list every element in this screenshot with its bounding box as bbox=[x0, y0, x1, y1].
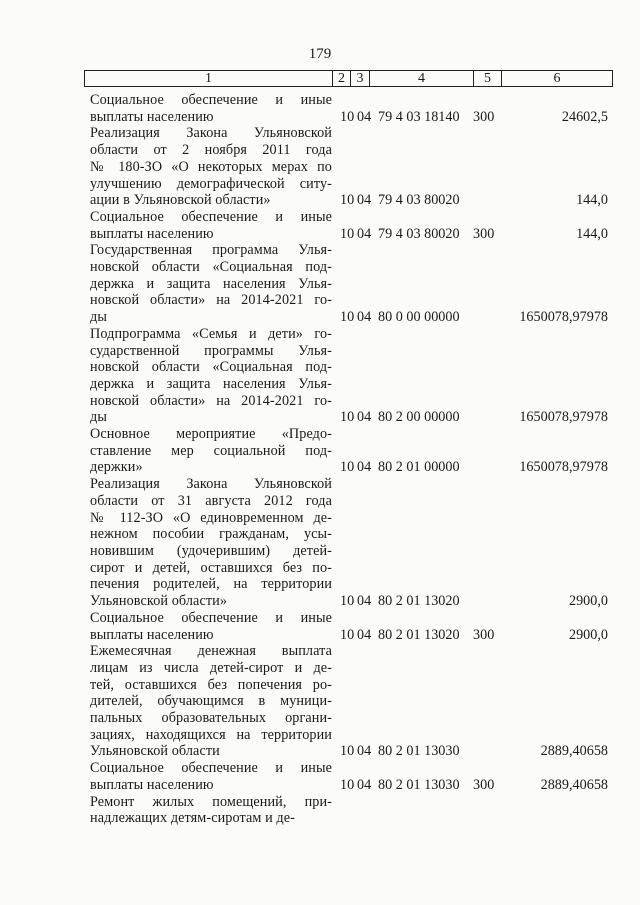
subsection-code: 04 bbox=[357, 776, 372, 793]
target-article-code: 80 2 01 13030 bbox=[378, 776, 460, 793]
subsection-code: 04 bbox=[357, 743, 372, 760]
description-line: выплаты населению bbox=[90, 776, 214, 793]
description-line: Ульяновской области» bbox=[90, 593, 228, 610]
row-codes bbox=[332, 459, 610, 476]
section-code: 10 bbox=[340, 776, 355, 793]
description-line: ставление мер социальной под- bbox=[90, 442, 332, 459]
description-line: № 112-ЗО «О единовременном де- bbox=[90, 509, 332, 526]
description-line: Подпрограмма «Семья и дети» го- bbox=[90, 325, 332, 342]
description-line: печения родителей, на территории bbox=[90, 576, 332, 593]
row-description bbox=[90, 794, 332, 827]
row-description bbox=[90, 326, 332, 426]
subsection-code: 04 bbox=[357, 593, 372, 610]
description-line: ды bbox=[90, 309, 107, 326]
subsection-code: 04 bbox=[357, 192, 372, 209]
table-row bbox=[90, 125, 610, 209]
target-article-code: 79 4 03 80020 bbox=[378, 225, 460, 242]
target-article-code: 80 0 00 00000 bbox=[378, 309, 460, 326]
table-row bbox=[90, 209, 610, 242]
amount: 24602,5 bbox=[561, 108, 608, 125]
description-line: выплаты населению bbox=[90, 626, 214, 643]
description-line: пальных образовательных органи- bbox=[90, 710, 332, 727]
section-code: 10 bbox=[340, 743, 355, 760]
amount: 2889,40658 bbox=[540, 743, 608, 760]
description-line: выплаты населению bbox=[90, 108, 214, 125]
row-description bbox=[90, 426, 332, 476]
row-codes bbox=[332, 743, 610, 760]
description-line: нежном пособии гражданам, усы- bbox=[90, 526, 332, 543]
amount: 2900,0 bbox=[568, 626, 608, 643]
section-code: 10 bbox=[340, 626, 355, 643]
header-col-5: 5 bbox=[474, 71, 502, 86]
amount: 2900,0 bbox=[568, 593, 608, 610]
table-row bbox=[90, 476, 610, 610]
description-line: Реализация Закона Ульяновской bbox=[90, 476, 332, 493]
row-codes bbox=[332, 226, 610, 243]
table-row bbox=[90, 426, 610, 476]
description-line: выплаты населению bbox=[90, 225, 214, 242]
expense-type-code: 300 bbox=[473, 776, 495, 793]
target-article-code: 79 4 03 80020 bbox=[378, 192, 460, 209]
section-code: 10 bbox=[340, 225, 355, 242]
table-row bbox=[90, 794, 610, 827]
target-article-code: 80 2 01 13020 bbox=[378, 626, 460, 643]
table-row bbox=[90, 242, 610, 326]
description-line: области от 2 ноября 2011 года bbox=[90, 142, 332, 159]
amount: 1650078,97978 bbox=[519, 309, 608, 326]
subsection-code: 04 bbox=[357, 309, 372, 326]
header-col-6: 6 bbox=[553, 71, 561, 86]
table-row bbox=[90, 326, 610, 426]
target-article-code: 80 2 00 00000 bbox=[378, 409, 460, 426]
expense-type-code: 300 bbox=[473, 626, 495, 643]
description-line: Ежемесячная денежная выплата bbox=[90, 643, 332, 660]
description-line: Социальное обеспечение и иные bbox=[90, 760, 332, 777]
row-description bbox=[90, 643, 332, 760]
table-row bbox=[90, 610, 610, 643]
description-line: дителей, обучающимся в муници- bbox=[90, 693, 332, 710]
description-line: Социальное обеспечение и иные bbox=[90, 92, 332, 108]
row-codes bbox=[332, 409, 610, 426]
amount: 2889,40658 bbox=[540, 776, 608, 793]
description-line: новившим (удочерившим) детей- bbox=[90, 542, 332, 559]
description-line: ды bbox=[90, 409, 107, 426]
description-line: надлежащих детям-сиротам и де- bbox=[90, 810, 295, 827]
description-line: области от 31 августа 2012 года bbox=[90, 492, 332, 509]
description-line: улучшению демографической ситу- bbox=[90, 175, 332, 192]
header-col-3: 3 bbox=[351, 71, 370, 86]
target-article-code: 79 4 03 18140 bbox=[378, 108, 460, 125]
row-description bbox=[90, 476, 332, 610]
description-line: Реализация Закона Ульяновской bbox=[90, 125, 332, 142]
description-line: новской области «Социальная под- bbox=[90, 359, 332, 376]
description-line: зациях, находящихся на территории bbox=[90, 726, 332, 743]
description-line: Социальное обеспечение и иные bbox=[90, 208, 332, 225]
description-line: новской области «Социальная под- bbox=[90, 259, 332, 276]
description-line: новской области» на 2014-2021 го- bbox=[90, 292, 332, 309]
row-codes bbox=[332, 593, 610, 610]
header-col-4: 4 bbox=[370, 71, 474, 86]
section-code: 10 bbox=[340, 459, 355, 476]
description-line: тей, оставшихся без попечения ро- bbox=[90, 676, 332, 693]
amount: 144,0 bbox=[576, 192, 608, 209]
description-line: держка и защита населения Улья- bbox=[90, 375, 332, 392]
description-line: новской области» на 2014-2021 го- bbox=[90, 392, 332, 409]
row-codes bbox=[332, 777, 610, 794]
subsection-code: 04 bbox=[357, 409, 372, 426]
description-line: Социальное обеспечение и иные bbox=[90, 609, 332, 626]
subsection-code: 04 bbox=[357, 459, 372, 476]
description-line: Ремонт жилых помещений, при- bbox=[90, 793, 332, 810]
expense-type-code: 300 bbox=[473, 225, 495, 242]
section-code: 10 bbox=[340, 593, 355, 610]
row-description bbox=[90, 760, 332, 793]
section-code: 10 bbox=[340, 309, 355, 326]
table-row bbox=[90, 760, 610, 793]
amount: 144,0 bbox=[576, 225, 608, 242]
section-code: 10 bbox=[340, 192, 355, 209]
page-number: 179 bbox=[308, 46, 332, 62]
table-header bbox=[84, 70, 613, 87]
target-article-code: 80 2 01 00000 bbox=[378, 459, 460, 476]
subsection-code: 04 bbox=[357, 108, 372, 125]
table-row bbox=[90, 92, 610, 125]
row-codes bbox=[332, 627, 610, 644]
description-line: Ульяновской области bbox=[90, 743, 220, 760]
expense-type-code: 300 bbox=[473, 108, 495, 125]
header-col-2: 2 bbox=[333, 71, 351, 86]
target-article-code: 80 2 01 13020 bbox=[378, 593, 460, 610]
header-col-1: 1 bbox=[85, 71, 333, 86]
description-line: сударственной программы Улья- bbox=[90, 342, 332, 359]
row-description bbox=[90, 209, 332, 242]
description-line: лицам из числа детей-сирот и де- bbox=[90, 659, 332, 676]
description-line: держки» bbox=[90, 459, 143, 476]
description-line: Государственная программа Улья- bbox=[90, 242, 332, 259]
description-line: Основное мероприятие «Предо- bbox=[90, 426, 332, 443]
target-article-code: 80 2 01 13030 bbox=[378, 743, 460, 760]
section-code: 10 bbox=[340, 409, 355, 426]
section-code: 10 bbox=[340, 108, 355, 125]
amount: 1650078,97978 bbox=[519, 459, 608, 476]
description-line: ации в Ульяновской области» bbox=[90, 192, 271, 209]
description-line: держка и защита населения Улья- bbox=[90, 275, 332, 292]
description-line: сирот и детей, оставшихся без по- bbox=[90, 559, 332, 576]
subsection-code: 04 bbox=[357, 626, 372, 643]
row-codes bbox=[332, 192, 610, 209]
description-line: № 180-ЗО «О некоторых мерах по bbox=[90, 158, 332, 175]
row-codes bbox=[332, 109, 610, 126]
row-description bbox=[90, 92, 332, 125]
table-row bbox=[90, 643, 610, 760]
subsection-code: 04 bbox=[357, 225, 372, 242]
row-description bbox=[90, 125, 332, 209]
amount: 1650078,97978 bbox=[519, 409, 608, 426]
row-codes bbox=[332, 309, 610, 326]
table-body bbox=[90, 92, 610, 827]
row-description bbox=[90, 242, 332, 326]
row-description bbox=[90, 610, 332, 643]
